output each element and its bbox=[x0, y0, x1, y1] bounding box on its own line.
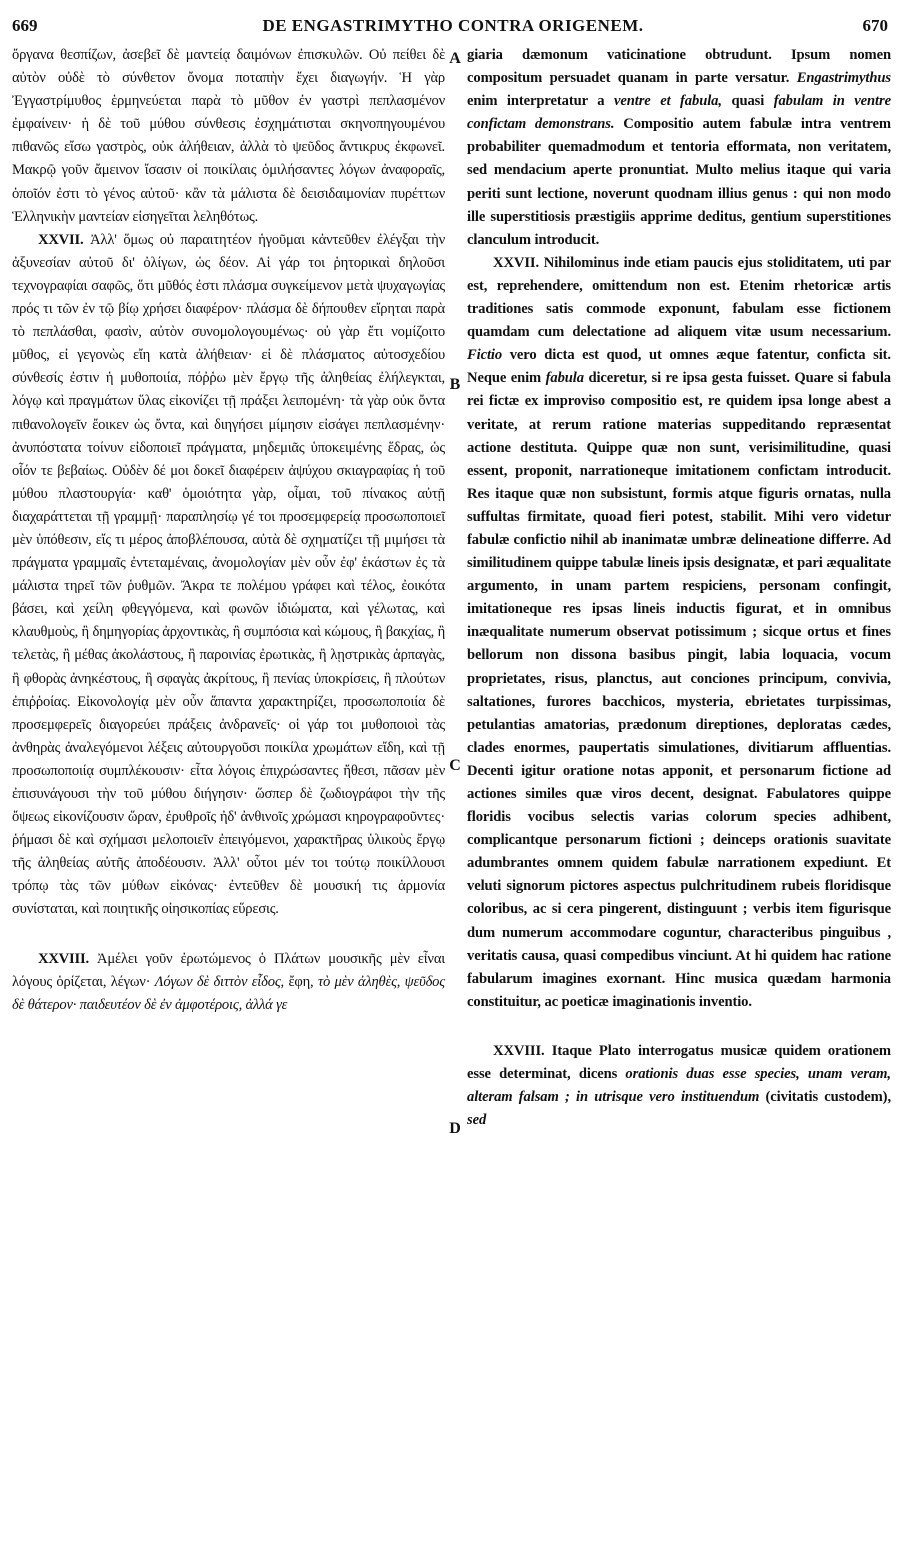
latin-text: vero dicta est quod, ut omnes æque fatentur, conficta sit. Neque enim bbox=[467, 347, 891, 387]
greek-text: ἔφη, bbox=[288, 973, 314, 990]
greek-paragraph-28 bbox=[12, 948, 445, 1017]
latin-text: diceretur, si re ipsa gesta fuisset. Quare si fabula rei fictæ ex improviso compositio est, re quidem ipsa longe abest a veritate, at rerum ratione materias suppeditando repræsentat actione destituta. Quippe quæ non sunt, verisimilitudine, quasi essent, proponit, narrationeque imitationem confictam introducit. Res itaque quæ non subsistunt, formis atque figuris ornatas, nulla suffultas firmitate, quoad fieri potest, stabilit. Mihi vero videtur fabulæ confictio nihil ab inanimatæ umbræ delineatione differre. Ad similitudinem quippe tabulæ lineis ipsis designatæ, et pari æqualitate argumento, in unam partem respiciens, personam confingit, imitationeque res ipsas lineis inductis figurat, et in omnibus inæqualitate numerum observat potissimum ; sicque ortus et fines bellorum non dissona basibus pingit, labia loquacia, vocum proprietates, risus, planctus, aut conciones principum, convivia, saltationes, furores bacchicos, mysteria, ebrietates turpissimas, petulantias amatorias, prædonum direptiones, deploratas cædes, clades enormes, paupertatis simulationes, divitiarum affluentias. Decenti igitur oratione notas apponit, et personarum fictione ad actiones similes quæ viros decent, designat. Fabulatores quippe floridis vocibus selectis varias colorum species adhibent, complicantque personarum fictioni ; deinceps orationis suavitate adumbrantes omnem quidem fabulæ narrationem expediunt. Et veluti signorum pictores aspectus pulchritudinem rubeis floridisque coloribus, ac si cera pingerent, distinguunt ; verbis item figurisque dum numerum accommodare coguntur, characteribus pinguibus , veritatis causa, quasi compedibus vinciunt. At hi quidem hac ratione fabularum imagines exornant. Hinc musica quædam harmonia constituitur, ac poeticæ imaginationis inventio. bbox=[467, 370, 891, 1010]
latin-paragraph-1 bbox=[467, 44, 891, 252]
latin-text: Compositio autem fabulæ intra ventrem probabiliter quemadmodum et tentoria efformata, non veritatem, sed mendacium aperte pronuntiat. Multo melius itaque qui varia periti sunt lectione, noverunt quodnam illius genus : qui non modo ille superstitiosis præstigiis apprime deditus, gentium superstitiones clanculum introducit. bbox=[467, 116, 891, 248]
greek-text: Ἀμέλει γοῦν ἐρωτώμενος ὁ Πλάτων μουσικῆς μὲν εἶναι λόγους ὁρίζεται, λέγων· bbox=[12, 950, 445, 990]
latin-italic: fabula bbox=[545, 370, 584, 387]
latin-text: Itaque Plato interrogatus musicæ quidem orationem esse determinat, dicens bbox=[467, 1042, 891, 1083]
latin-paragraph-27 bbox=[467, 252, 891, 1014]
latin-italic: ventre et fabula, bbox=[614, 93, 722, 110]
latin-text: (civitatis custodem), bbox=[765, 1089, 891, 1106]
latin-text: quasi bbox=[731, 93, 765, 110]
latin-italic: orationis duas esse species, unam veram, alteram falsam ; in utrisque vero instituendum bbox=[467, 1066, 891, 1106]
page-number-left: 669 bbox=[12, 16, 38, 35]
greek-paragraph-27 bbox=[12, 229, 445, 922]
section-gap bbox=[467, 1014, 891, 1040]
greek-quote: τὸ μὲν ἀληθὲς, ψεῦδος δὲ θάτερον· παιδευτέον δὲ ἐν ἀμφοτέροις, ἀλλά γε bbox=[12, 973, 445, 1013]
latin-text: giaria dæmonum vaticinatione obtrudunt. Ipsum nomen compositum persuadet quanam in parte versatur. bbox=[467, 47, 891, 87]
latin-italic: fabulam in ventre confictam demonstrans. bbox=[467, 93, 891, 133]
latin-text: Nihilominus inde etiam paucis ejus stoliditatem, uti par est, reprehendere, omittendum non est. Etenim rhetoricæ artis traditiones satis commode exponunt, fabulam esse fictionem quamdam cum delectatione ad aliquem vitæ usum necessarium. bbox=[467, 254, 891, 341]
greek-text: Ἀλλ' ὅμως οὐ παραιτητέον ἡγοῦμαι κἀντεῦθεν ἐλέγξαι τὴν ἀξυνεσίαν αὐτοῦ δι' ὀλίγων, ὡς δέον. Αἱ γάρ τοι ῥητορικαὶ δηλοῦσι τεχνογραφίαι σαφῶς, ὅτι μῦθός ἐστι πλάσμα συγκείμενον μετὰ ψυχαγωγίας πρός τι τῶν ἐν τῷ βίῳ χρήσει διαφέρον· πλάσμα δὲ δήπουθεν εἴρηται παρὰ τὸ πεπλάσθαι, φασὶν, αὐτὸν συνομολογουμένως· οὐ γὰρ ἔτι νομίζοιτο μῦθος, εἰ γεγονὼς εἴη κατὰ ἀλήθειαν· εἰ δὲ πλάσματος αὐτοσχεδίου σύνθεσίς ἐστιν ἡ μυθοποιία, πόῤῥω μὲν ἔργῳ τῆς ἀληθείας ἐλήλεγκται, λόγῳ καὶ πραγμάτων ὕλας εἰκονίζει τῇ πράξει λειπομένη· τὰ γὰρ οὐκ ὄντα πιθανολογεῖν ἔοικεν ὡς ὄντα, καὶ διηγήσει μίμησιν εἰσάγει πεπλασμένην· ἀνυπόστατα τοίνυν εἰδοποιεῖ πράγματα, μηδεμιᾶς ὑποκειμένης ἕδρας, ὡς οἷόν τε βεβαίως. Οὐδὲν δέ μοι δοκεῖ διαφέρειν ἀψύχου σκιαγραφίας ἡ τοῦ μύθου πλαστουργία· καθ' ὁμοιότητα γὰρ, οἶμαι, τοῦ πίνακος αὐτῇ διαχαράττεται τῇ γραμμῇ· παραπλησίῳ γέ τοι προσεμφερείᾳ προσωποποιεῖ μὲν ὑπόθεσιν, εἴς τι μέρος ἀποβλέπουσα, αὐτὰ δὲ σχηματίζει τῇ μιμήσει τὰ πράγματα γραμμαῖς ἐντεταμέναις, ἀνομολογίαν μὲν οὖν ἐφ' ἑκάστων ἐς τὰ μάλιστα τηρεῖ τῶν ῥυθμῶν. Ἄκρα τε πολέμου γράφει καὶ τέλος, ἐοικότα βάσει, καὶ χείλη φθεγγόμενα, καὶ φωνῶν ἰδιώματα, καὶ γέλωτας, καὶ κλαυθμοὺς, ἢ δημηγορίας ἀρχοντικὰς, ἢ συμπόσια καὶ κώμους, ἢ βακχίας, ἢ τελετὰς, ἢ μέθας ἀκολάστους, ἢ παροινίας ἐρωτικὰς, ἢ λῃστρικὰς ἁρπαγὰς, ἢ φθορὰς ἀνηκέστους, ἢ σφαγὰς ἀκρίτους, ἢ πενίας ὑποκρίσεις, ἢ πλούτων ἐπιῤῥοίας. Εἰκονολογίᾳ μὲν οὖν ἅπαντα χαρακτηρίζει, προσωποποιία δὲ προσεμφερεῖς διαγορεύει πράξεις ἀνδρανεῖς· οἱ γάρ τοι μυθοποιοὶ τὰς ἀνθηρὰς ἀναλεγόμενοι λέξεις αὐτουργοῦσι ποικίλα χρωμάτων εἴδη, καὶ τῇ προσωποποιίᾳ συμπλέκουσιν· εἶτα λόγοις ἐπιχρώσαντες ἤθεσι, πᾶσαν μὲν ἐπισυνάγουσι τὴν τοῦ μύθου διήγησιν· ὥσπερ δὲ ζωδιογράφοι τὴν τῆς ὄψεως εἰκονίζουσιν ὥραν, ἐρυθροῖς ἠδ' ἀνθινοῖς χρώμασι κηρογραφοῦντες· ῥήμασι δὲ καὶ σχήμασι μελοποιεῖν ἐπειγόμενοι, χαρακτῆρας ὑλικοὺς ἔργῳ τῆς ἀληθείας αὐτῆς ἀποδέουσιν. Ἀλλ' οὗτοι μέν τοι τούτῳ ποικίλλουσι τρόπῳ τὰς τῶν μύθων εἰκόνας· ἐντεῦθεν δὲ μουσική τις ἁρμονία συνίσταται, καὶ ποιητικῆς οἰησικοπίας εὕρεσις. bbox=[12, 231, 445, 918]
margin-letter-b: B bbox=[449, 376, 461, 393]
margin-letter-d: D bbox=[449, 1120, 461, 1137]
latin-italic: Fictio bbox=[467, 347, 503, 364]
page-number-right: 670 bbox=[862, 16, 888, 35]
running-title: DE ENGASTRIMYTHO CONTRA ORIGENEM. bbox=[262, 16, 644, 35]
margin-letter-a: A bbox=[449, 50, 461, 67]
greek-quote: Λόγων δὲ διττὸν εἶδος, bbox=[154, 973, 285, 990]
running-head bbox=[0, 16, 906, 40]
latin-italic: sed bbox=[467, 1112, 487, 1129]
section-number: XXVII. bbox=[493, 254, 540, 271]
section-number: XXVIII. bbox=[493, 1042, 545, 1059]
latin-column bbox=[467, 44, 891, 1132]
section-gap bbox=[12, 922, 445, 948]
section-number: XXVII. bbox=[38, 231, 84, 248]
section-number: XXVIII. bbox=[38, 950, 89, 967]
margin-letter-c: C bbox=[449, 757, 461, 774]
greek-paragraph-1: ὄργανα θεσπίζων, ἀσεβεῖ δὲ μαντείᾳ δαιμόνων ἐπισκυλῶν. Οὐ πείθει δὲ αὐτὸν οὐδὲ τὸ σύνθετον ὄνομα ποταπὴν ἔχει διαγωγήν. Ἡ γὰρ Ἐγγαστρίμυθος ἑρμηνεύεται παρὰ τὸ μῦθον ἐν γαστρὶ πεπλασμένον ἐμφαίνειν· ἡ δὲ τοῦ μύθου σύνθεσις ἐσχημάτισται σκηνοπηγουμένου πιθανῶς εἴσω γαστρὸς, οὐκ ἀλήθειαν, ἀλλὰ τὸ ψεῦδος ἄντικρυς ἐκφωνεῖ. Μακρῷ γοῦν ἄμεινον ἴσασιν οἱ ποικίλαις ὁμιλήσαντες λόγων ἀναφοραῖς, ὁποῖόν ἐστι τὸ γένος αὐτοῦ· κἂν τὰ μάλιστα δὲ δεισιδαιμονίαν πυρέττων Ἑλληνικὴν μαντείαν εἰσηγεῖται λεληθότως. bbox=[12, 47, 445, 225]
greek-column bbox=[12, 44, 445, 1017]
latin-text: enim interpretatur a bbox=[467, 93, 605, 110]
latin-italic: Engastrimythus bbox=[796, 70, 891, 87]
latin-paragraph-28 bbox=[467, 1040, 891, 1132]
